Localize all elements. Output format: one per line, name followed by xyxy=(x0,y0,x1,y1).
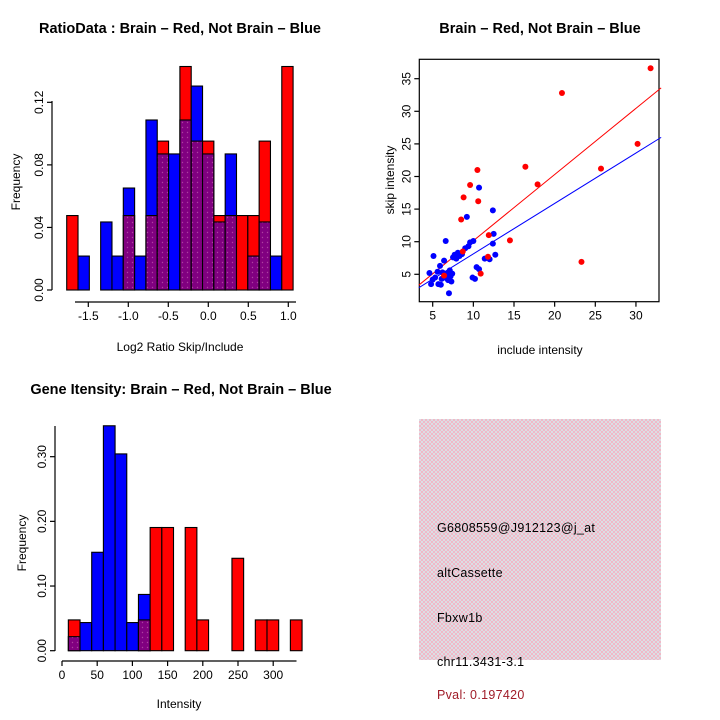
x-tick-label: -1.5 xyxy=(77,309,99,323)
histogram-bar-blue xyxy=(112,256,123,290)
x-tick-label: -0.5 xyxy=(157,309,179,323)
chart-title: Gene Itensity: Brain – Red, Not Brain – Blue xyxy=(30,382,332,398)
histogram-bar-red xyxy=(67,216,78,290)
scatter-point-not-brain xyxy=(446,290,452,296)
x-tick-label: 0.0 xyxy=(199,309,217,323)
scatter-point-brain xyxy=(467,182,473,188)
histogram-bar-overlap xyxy=(157,154,168,290)
scatter-point-brain xyxy=(474,167,480,173)
histogram-bar-red xyxy=(197,620,209,651)
scatter-point-brain xyxy=(648,65,654,71)
scatter-point-brain xyxy=(475,198,481,204)
chart-title: Brain – Red, Not Brain – Blue xyxy=(439,21,641,37)
histogram-bar-overlap xyxy=(180,120,191,290)
panel-gene-intensity-histogram xyxy=(0,360,360,720)
x-tick-label: 150 xyxy=(157,668,178,682)
scatter-point-brain xyxy=(598,166,604,172)
x-axis-label: Log2 Ratio Skip/Include xyxy=(116,340,244,354)
x-tick-label: 10 xyxy=(466,308,481,323)
scatter-point-not-brain xyxy=(443,238,449,244)
x-tick-label: 20 xyxy=(547,308,562,323)
locus-text: chr11.3431-3.1 xyxy=(437,655,525,669)
histogram-bar-blue xyxy=(135,256,146,290)
event-type-text: altCassette xyxy=(437,566,503,580)
y-tick-label: 5 xyxy=(399,270,414,278)
gene-intensity-histogram-chart xyxy=(0,360,360,720)
scatter-point-brain xyxy=(458,217,464,223)
x-tick-label: 15 xyxy=(507,308,521,323)
gene-name-text: Fbxw1b xyxy=(437,611,483,625)
scatter-point-not-brain xyxy=(441,258,447,264)
probe-id-text: G6808559@J912123@j_at xyxy=(437,521,596,535)
x-tick-label: 0.5 xyxy=(239,309,257,323)
scatter-point-not-brain xyxy=(476,185,482,191)
y-tick-label: 10 xyxy=(399,235,414,249)
x-tick-label: 30 xyxy=(629,308,643,323)
scatter-point-not-brain xyxy=(492,252,498,258)
y-tick-label: 25 xyxy=(399,137,414,151)
scatter-point-brain xyxy=(478,271,484,277)
histogram-bar-blue xyxy=(78,256,89,290)
histogram-bar-red xyxy=(185,528,197,651)
scatter-point-brain xyxy=(441,273,447,279)
histogram-bar-blue xyxy=(92,552,104,650)
x-tick-label: 50 xyxy=(90,668,104,682)
y-tick-label: 0.30 xyxy=(35,445,49,469)
y-tick-label: 0.20 xyxy=(35,509,49,534)
histogram-bar-overlap xyxy=(191,141,202,290)
y-axis-label: Frequency xyxy=(15,514,29,572)
x-axis-label: Intensity xyxy=(156,697,202,711)
x-axis-label: include intensity xyxy=(497,343,583,357)
scatter-point-not-brain xyxy=(437,263,443,269)
scatter-point-brain xyxy=(507,237,513,243)
y-tick-label: 35 xyxy=(399,72,414,86)
y-tick-label: 0.12 xyxy=(32,90,46,114)
ratio-histogram-chart xyxy=(0,0,360,360)
histogram-bar-red xyxy=(255,620,267,651)
y-axis-label: Frequency xyxy=(9,153,23,211)
histogram-bar-blue xyxy=(270,256,281,290)
scatter-point-not-brain xyxy=(490,241,496,247)
y-tick-label: 15 xyxy=(399,202,414,216)
histogram-bar-overlap xyxy=(146,216,157,290)
x-tick-label: 1.0 xyxy=(279,309,297,323)
panel-info xyxy=(360,360,720,720)
x-tick-label: 5 xyxy=(429,308,437,323)
scatter-point-not-brain xyxy=(438,282,444,288)
x-tick-label: 250 xyxy=(227,668,249,682)
histogram-bar-blue xyxy=(103,426,115,651)
scatter-point-not-brain xyxy=(464,214,470,220)
histogram-bar-red xyxy=(290,620,302,651)
histogram-bar-overlap xyxy=(214,222,225,290)
scatter-point-brain xyxy=(635,141,641,147)
y-tick-label: 0.00 xyxy=(35,639,49,663)
histogram-bar-red xyxy=(232,558,244,650)
panel-ratio-histogram xyxy=(0,0,360,360)
scatter-point-not-brain xyxy=(448,278,454,284)
scatter-point-brain xyxy=(559,90,565,96)
histogram-bar-red xyxy=(282,67,293,290)
y-tick-label: 0.04 xyxy=(32,215,46,240)
fit-line-not-brain xyxy=(419,137,661,287)
histogram-bar-overlap xyxy=(248,256,259,290)
histogram-bar-red xyxy=(162,528,174,651)
histogram-bar-blue xyxy=(127,623,139,651)
y-tick-label: 30 xyxy=(399,104,414,118)
scatter-point-not-brain xyxy=(449,271,455,277)
x-tick-label: 100 xyxy=(122,668,143,682)
intensity-scatter-chart xyxy=(360,0,720,360)
scatter-point-not-brain xyxy=(470,238,476,244)
histogram-bar-overlap xyxy=(259,222,270,290)
scatter-point-brain xyxy=(578,259,584,265)
x-tick-label: -1.0 xyxy=(117,309,139,323)
histogram-bar-overlap xyxy=(123,216,134,290)
y-axis-label: skip intensity xyxy=(383,145,397,215)
scatter-point-not-brain xyxy=(472,276,478,282)
y-tick-label: 0.00 xyxy=(32,278,46,302)
histogram-bar-red xyxy=(267,620,279,651)
info-box xyxy=(419,419,661,702)
scatter-point-brain xyxy=(535,181,541,187)
histogram-bar-overlap xyxy=(138,620,150,651)
x-tick-label: 25 xyxy=(588,308,602,323)
scatter-point-brain xyxy=(485,254,491,260)
scatter-point-not-brain xyxy=(426,270,432,276)
scatter-point-not-brain xyxy=(431,253,437,259)
chart-title: RatioData : Brain – Red, Not Brain – Blue xyxy=(39,21,321,37)
scatter-point-brain xyxy=(461,194,467,200)
scatter-point-brain xyxy=(460,248,466,254)
scatter-point-brain xyxy=(486,232,492,238)
histogram-bar-overlap xyxy=(68,637,80,651)
histogram-bar-overlap xyxy=(225,216,236,290)
y-tick-label: 0.08 xyxy=(32,153,46,177)
histogram-bar-blue xyxy=(101,222,112,290)
histogram-bar-red xyxy=(150,528,162,651)
histogram-bar-blue xyxy=(115,454,127,651)
histogram-bar-overlap xyxy=(203,154,214,290)
histogram-bar-blue xyxy=(169,154,180,290)
histogram-bar-blue xyxy=(80,623,92,651)
pval-text: Pval: 0.197420 xyxy=(437,688,525,702)
x-tick-label: 200 xyxy=(192,668,213,682)
scatter-point-not-brain xyxy=(432,275,438,281)
x-tick-label: 300 xyxy=(263,668,284,682)
histogram-bar-red xyxy=(237,216,248,290)
x-tick-label: 0 xyxy=(58,668,66,682)
scatter-point-brain xyxy=(522,164,528,170)
panel-intensity-scatter xyxy=(360,0,720,360)
y-tick-label: 0.10 xyxy=(35,574,49,598)
scatter-point-not-brain xyxy=(490,207,496,213)
y-tick-label: 20 xyxy=(399,169,414,184)
